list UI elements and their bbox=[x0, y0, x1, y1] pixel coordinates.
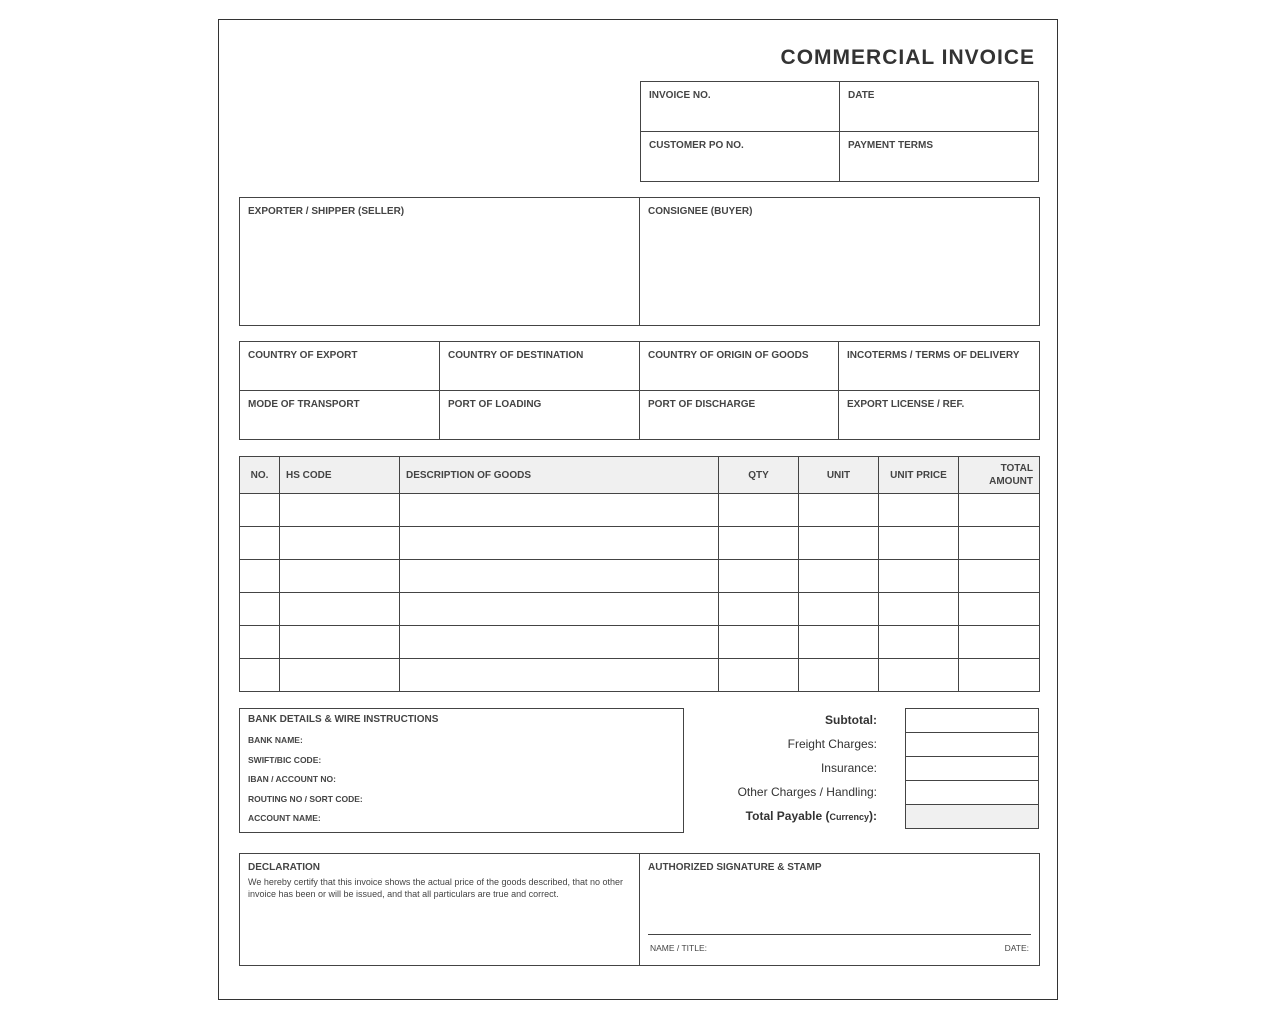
cell-qty[interactable] bbox=[719, 560, 799, 593]
cell-total-amount[interactable] bbox=[959, 659, 1040, 692]
goods-table bbox=[239, 456, 1040, 692]
payment-terms-field[interactable] bbox=[840, 132, 1039, 182]
table-row bbox=[240, 560, 1040, 593]
freight-label: Freight Charges: bbox=[787, 737, 877, 751]
cell-hs-code[interactable] bbox=[280, 527, 400, 560]
bank-name-field[interactable]: BANK NAME: bbox=[248, 735, 303, 745]
exporter-label: EXPORTER / SHIPPER (SELLER) bbox=[248, 206, 405, 217]
cell-total-amount[interactable] bbox=[959, 560, 1040, 593]
bank-details-box bbox=[239, 708, 684, 833]
country-destination-field[interactable] bbox=[440, 342, 640, 391]
cell-no[interactable] bbox=[240, 560, 280, 593]
consignee-field[interactable] bbox=[640, 198, 1040, 326]
customer-po-field[interactable] bbox=[641, 132, 840, 182]
col-description-header: DESCRIPTION OF GOODS bbox=[400, 457, 719, 494]
cell-no[interactable] bbox=[240, 593, 280, 626]
signature-line bbox=[648, 934, 1031, 935]
cell-unit[interactable] bbox=[799, 626, 879, 659]
cell-qty[interactable] bbox=[719, 494, 799, 527]
cell-unit[interactable] bbox=[799, 659, 879, 692]
country-origin-field[interactable] bbox=[640, 342, 839, 391]
customer-po-label: CUSTOMER PO NO. bbox=[649, 140, 744, 151]
col-no-header: NO. bbox=[240, 457, 280, 494]
cell-total-amount[interactable] bbox=[959, 527, 1040, 560]
country-export-label: COUNTRY OF EXPORT bbox=[248, 350, 358, 361]
other-charges-row bbox=[699, 780, 1039, 804]
cell-unit-price[interactable] bbox=[879, 494, 959, 527]
total-header-line2: AMOUNT bbox=[989, 476, 1033, 487]
subtotal-label: Subtotal: bbox=[825, 713, 877, 727]
exporter-field[interactable] bbox=[240, 198, 640, 326]
declaration-box bbox=[240, 854, 640, 966]
cell-hs-code[interactable] bbox=[280, 560, 400, 593]
declaration-signature-grid bbox=[239, 853, 1040, 966]
col-unit-price-header: UNIT PRICE bbox=[879, 457, 959, 494]
other-charges-input[interactable] bbox=[905, 780, 1039, 805]
export-license-label: EXPORT LICENSE / REF. bbox=[847, 399, 965, 410]
cell-qty[interactable] bbox=[719, 626, 799, 659]
signature-title: AUTHORIZED SIGNATURE & STAMP bbox=[648, 862, 822, 873]
mode-transport-field[interactable] bbox=[240, 391, 440, 440]
routing-field[interactable]: ROUTING NO / SORT CODE: bbox=[248, 793, 363, 804]
invoice-page bbox=[218, 19, 1058, 1000]
date-field[interactable] bbox=[840, 82, 1039, 132]
cell-unit-price[interactable] bbox=[879, 659, 959, 692]
declaration-text: We hereby certify that this invoice shows the actual price of the goods described, that no other invoice has been or will be issued, and that all particulars are true and correct. bbox=[248, 877, 624, 899]
incoterms-label: INCOTERMS / TERMS OF DELIVERY bbox=[847, 350, 1020, 361]
export-license-field[interactable] bbox=[839, 391, 1040, 440]
total-header-line1: TOTAL bbox=[1000, 463, 1033, 474]
port-discharge-label: PORT OF DISCHARGE bbox=[648, 399, 756, 410]
subtotal-input[interactable] bbox=[905, 708, 1039, 733]
subtotal-row bbox=[699, 708, 1039, 732]
cell-hs-code[interactable] bbox=[280, 593, 400, 626]
cell-hs-code[interactable] bbox=[280, 494, 400, 527]
swift-code-field[interactable]: SWIFT/BIC CODE: bbox=[248, 754, 322, 765]
signature-box[interactable] bbox=[640, 854, 1040, 966]
cell-hs-code[interactable] bbox=[280, 626, 400, 659]
cell-unit-price[interactable] bbox=[879, 626, 959, 659]
cell-unit-price[interactable] bbox=[879, 527, 959, 560]
payment-terms-label: PAYMENT TERMS bbox=[848, 140, 934, 151]
signature-date-label: DATE: bbox=[1004, 943, 1029, 953]
col-unit-header: UNIT bbox=[799, 457, 879, 494]
parties-grid bbox=[239, 197, 1040, 326]
insurance-row bbox=[699, 756, 1039, 780]
cell-description[interactable] bbox=[400, 626, 719, 659]
port-loading-label: PORT OF LOADING bbox=[448, 399, 542, 410]
cell-unit[interactable] bbox=[799, 527, 879, 560]
total-payable-label bbox=[746, 809, 877, 823]
cell-qty[interactable] bbox=[719, 593, 799, 626]
freight-input[interactable] bbox=[905, 732, 1039, 757]
name-title-label: NAME / TITLE: bbox=[650, 943, 707, 953]
cell-unit[interactable] bbox=[799, 560, 879, 593]
cell-description[interactable] bbox=[400, 593, 719, 626]
currency-text: Currency bbox=[829, 812, 869, 822]
port-discharge-field[interactable] bbox=[640, 391, 839, 440]
table-row bbox=[240, 626, 1040, 659]
consignee-label: CONSIGNEE (BUYER) bbox=[648, 206, 753, 217]
cell-no[interactable] bbox=[240, 626, 280, 659]
date-label: DATE bbox=[848, 90, 875, 101]
table-row bbox=[240, 494, 1040, 527]
table-row bbox=[240, 593, 1040, 626]
invoice-meta-grid bbox=[640, 81, 1039, 182]
account-name-field[interactable]: ACCOUNT NAME: bbox=[248, 813, 321, 823]
bank-details-title: BANK DETAILS & WIRE INSTRUCTIONS bbox=[248, 714, 439, 725]
total-payable-text: Total Payable ( bbox=[745, 809, 830, 823]
insurance-input[interactable] bbox=[905, 756, 1039, 781]
cell-description[interactable] bbox=[400, 527, 719, 560]
declaration-title: DECLARATION bbox=[248, 862, 321, 873]
mode-transport-label: MODE OF TRANSPORT bbox=[248, 399, 360, 410]
cell-description[interactable] bbox=[400, 560, 719, 593]
table-row bbox=[240, 659, 1040, 692]
cell-description[interactable] bbox=[400, 494, 719, 527]
invoice-no-field[interactable] bbox=[641, 82, 840, 132]
total-payable-end: ): bbox=[869, 809, 877, 823]
freight-row bbox=[699, 732, 1039, 756]
cell-total-amount[interactable] bbox=[959, 626, 1040, 659]
cell-unit-price[interactable] bbox=[879, 593, 959, 626]
page-title: COMMERCIAL INVOICE bbox=[780, 46, 1035, 69]
invoice-no-label: INVOICE NO. bbox=[649, 90, 711, 101]
goods-header-row bbox=[240, 457, 1040, 494]
total-payable-input[interactable] bbox=[905, 804, 1039, 829]
cell-unit[interactable] bbox=[799, 494, 879, 527]
cell-no[interactable] bbox=[240, 659, 280, 692]
cell-total-amount[interactable] bbox=[959, 593, 1040, 626]
cell-unit-price[interactable] bbox=[879, 560, 959, 593]
cell-unit[interactable] bbox=[799, 593, 879, 626]
col-total-amount-header bbox=[959, 457, 1040, 494]
country-export-field[interactable] bbox=[240, 342, 440, 391]
cell-qty[interactable] bbox=[719, 527, 799, 560]
totals-section bbox=[699, 708, 1039, 828]
col-qty-header: QTY bbox=[719, 457, 799, 494]
country-destination-label: COUNTRY OF DESTINATION bbox=[448, 350, 584, 361]
port-loading-field[interactable] bbox=[440, 391, 640, 440]
iban-field[interactable]: IBAN / ACCOUNT NO: bbox=[248, 774, 336, 784]
cell-description[interactable] bbox=[400, 659, 719, 692]
cell-qty[interactable] bbox=[719, 659, 799, 692]
cell-no[interactable] bbox=[240, 527, 280, 560]
col-hs-code-header: HS CODE bbox=[280, 457, 400, 494]
cell-no[interactable] bbox=[240, 494, 280, 527]
country-origin-label: COUNTRY OF ORIGIN OF GOODS bbox=[648, 350, 809, 361]
other-charges-label: Other Charges / Handling: bbox=[737, 785, 877, 799]
incoterms-field[interactable] bbox=[839, 342, 1040, 391]
cell-hs-code[interactable] bbox=[280, 659, 400, 692]
insurance-label: Insurance: bbox=[820, 761, 877, 775]
total-payable-row bbox=[699, 804, 1039, 828]
table-row bbox=[240, 527, 1040, 560]
cell-total-amount[interactable] bbox=[959, 494, 1040, 527]
shipment-grid bbox=[239, 341, 1040, 440]
